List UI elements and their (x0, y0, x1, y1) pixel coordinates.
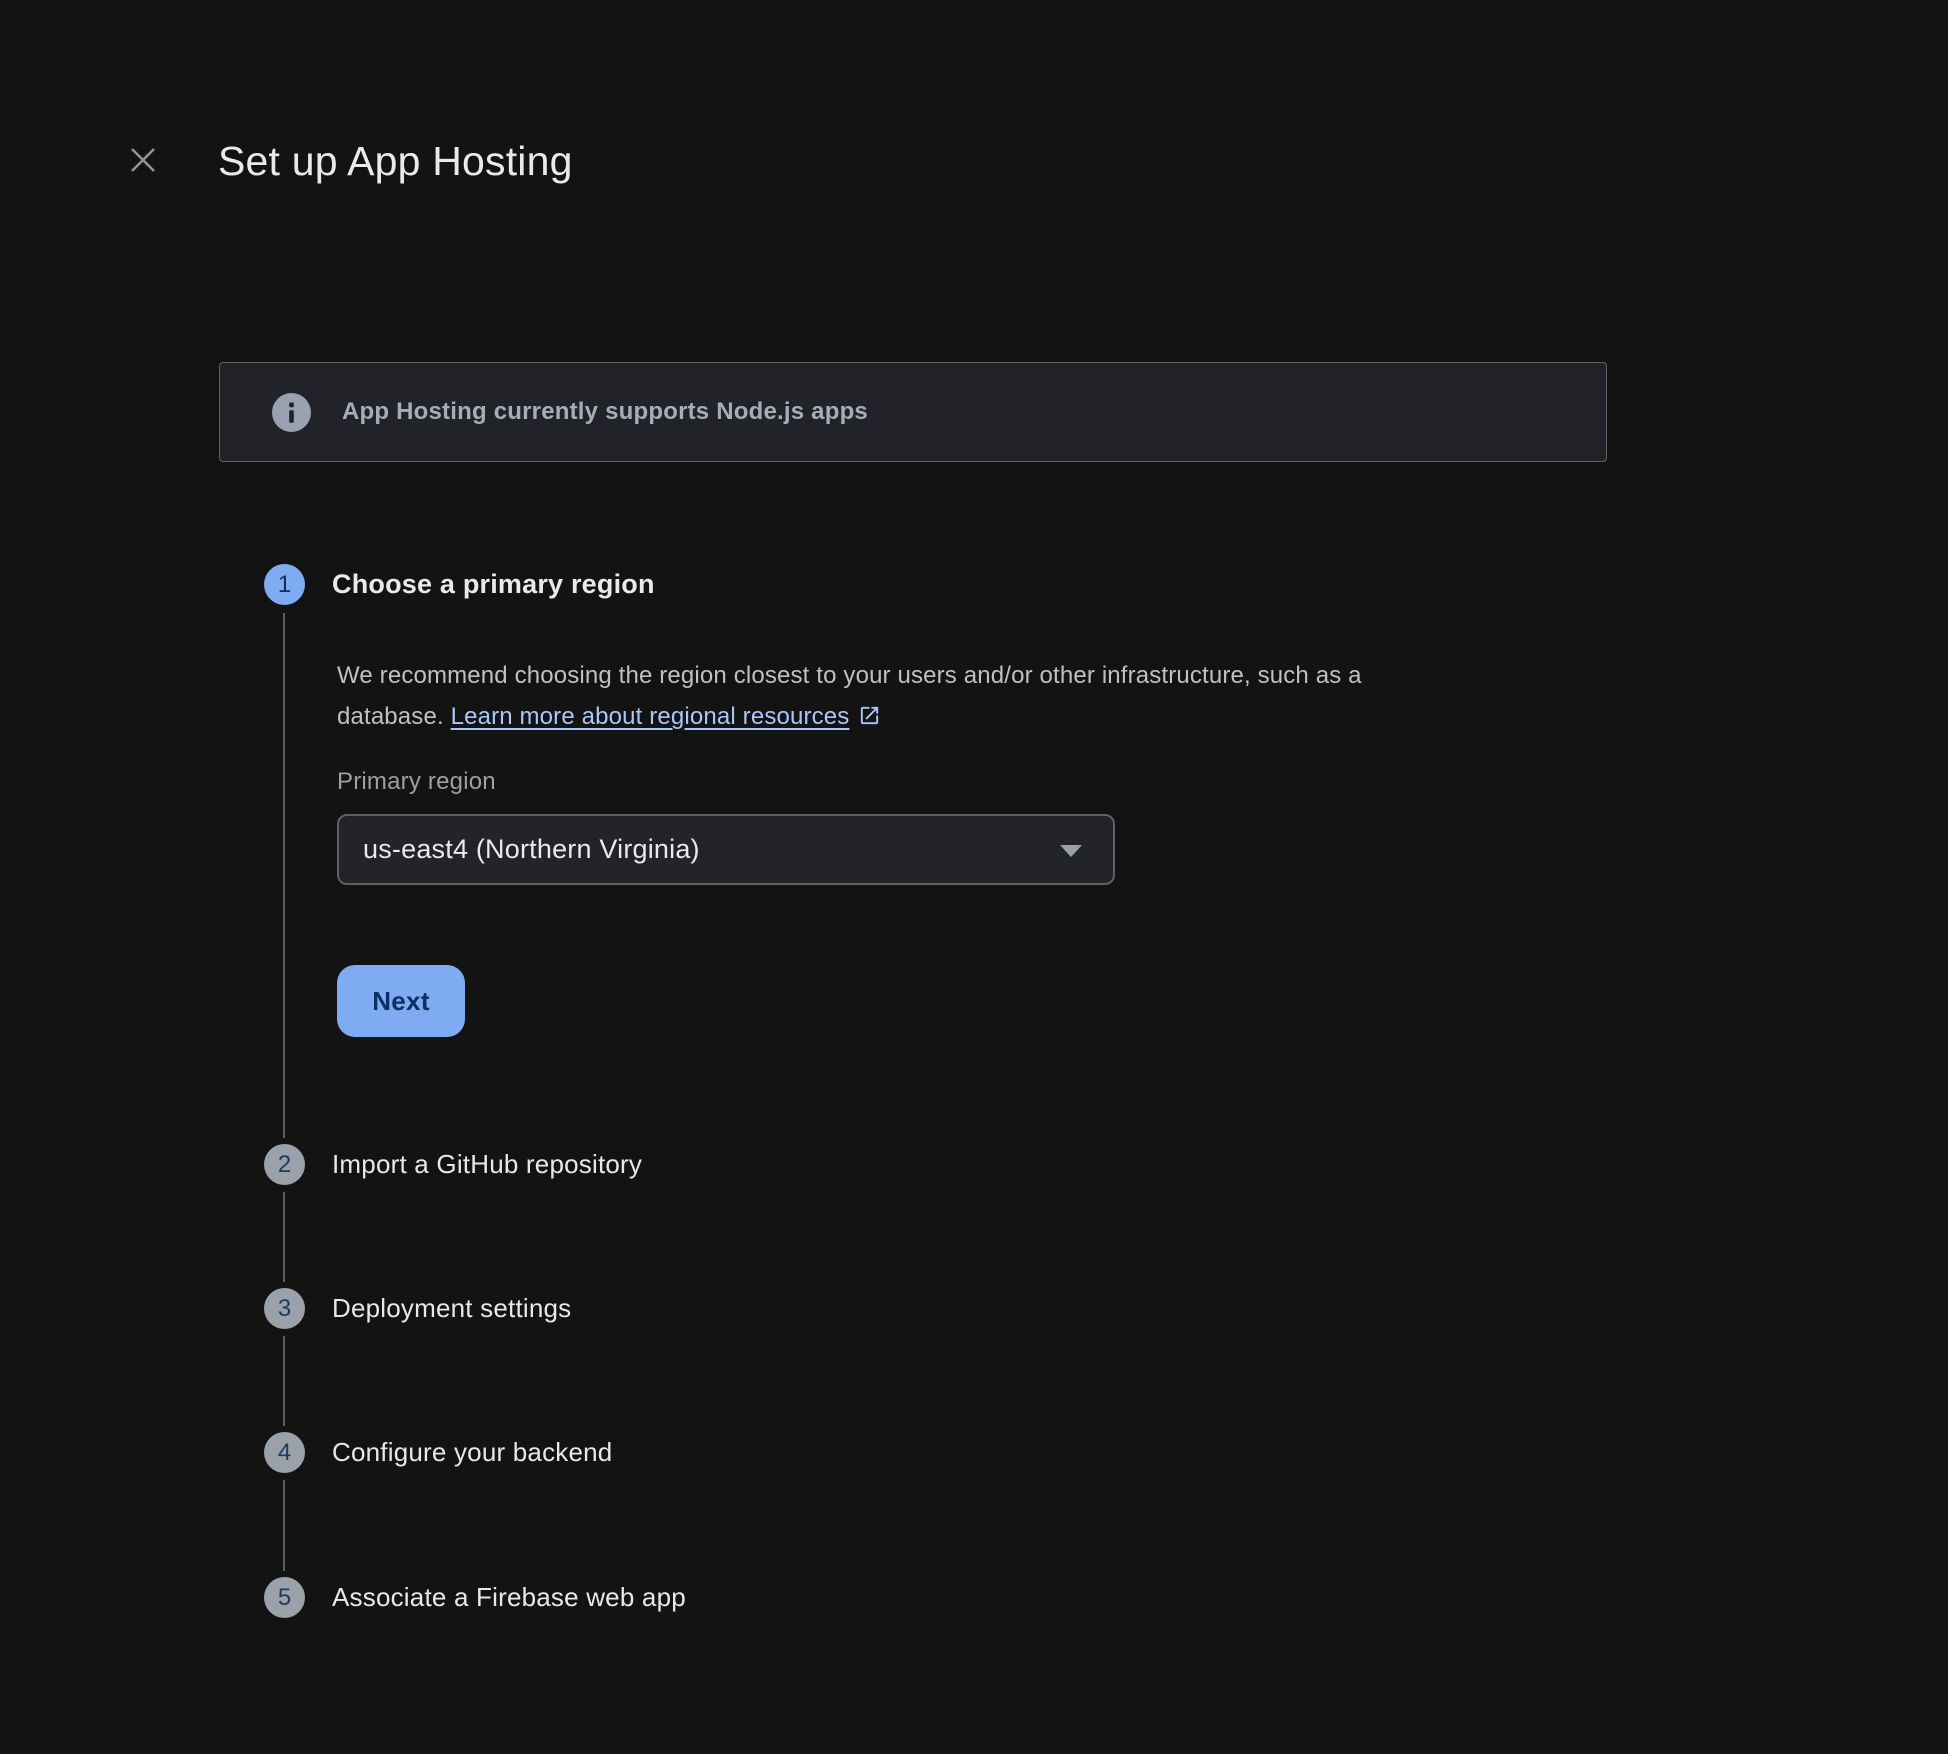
stepper-connector (283, 613, 285, 1138)
step-number-badge: 3 (264, 1288, 305, 1329)
step-header-configure-backend (264, 1432, 612, 1473)
step-title: Import a GitHub repository (332, 1149, 643, 1179)
next-button[interactable]: Next (337, 965, 465, 1037)
step-header-import-repo (264, 1144, 642, 1185)
stepper-connector (283, 1192, 285, 1282)
description-text-line2: database. (337, 703, 451, 730)
region-description (337, 655, 1567, 737)
description-text-line1: We recommend choosing the region closest to your users and/or other infrastructure, such as a (337, 662, 1362, 689)
stepper-connector (283, 1336, 285, 1426)
primary-region-label: Primary region (337, 768, 496, 795)
open-in-new-icon[interactable] (858, 699, 881, 722)
step-number-badge: 1 (264, 564, 305, 605)
step-number-badge: 2 (264, 1144, 305, 1185)
info-icon (272, 393, 311, 432)
page-title: Set up App Hosting (218, 138, 573, 184)
step-number-badge: 5 (264, 1577, 305, 1618)
step-header-choose-region (264, 564, 655, 605)
dropdown-arrow-icon (1060, 845, 1082, 857)
step-title: Associate a Firebase web app (332, 1582, 686, 1612)
step-header-associate-web-app (264, 1577, 686, 1618)
step-title: Configure your backend (332, 1437, 613, 1467)
learn-more-link[interactable]: Learn more about regional resources (450, 703, 850, 730)
primary-region-select[interactable] (337, 814, 1115, 885)
banner-message: App Hosting currently supports Node.js apps (342, 398, 868, 425)
selected-region-value: us-east4 (Northern Virginia) (363, 834, 700, 864)
close-icon (128, 145, 158, 175)
step-header-deployment-settings (264, 1288, 571, 1329)
stepper-connector (283, 1480, 285, 1571)
step-title: Deployment settings (332, 1293, 572, 1323)
info-banner (219, 362, 1607, 462)
step-number-badge: 4 (264, 1432, 305, 1473)
close-button[interactable] (123, 140, 163, 180)
step-title: Choose a primary region (332, 569, 655, 599)
